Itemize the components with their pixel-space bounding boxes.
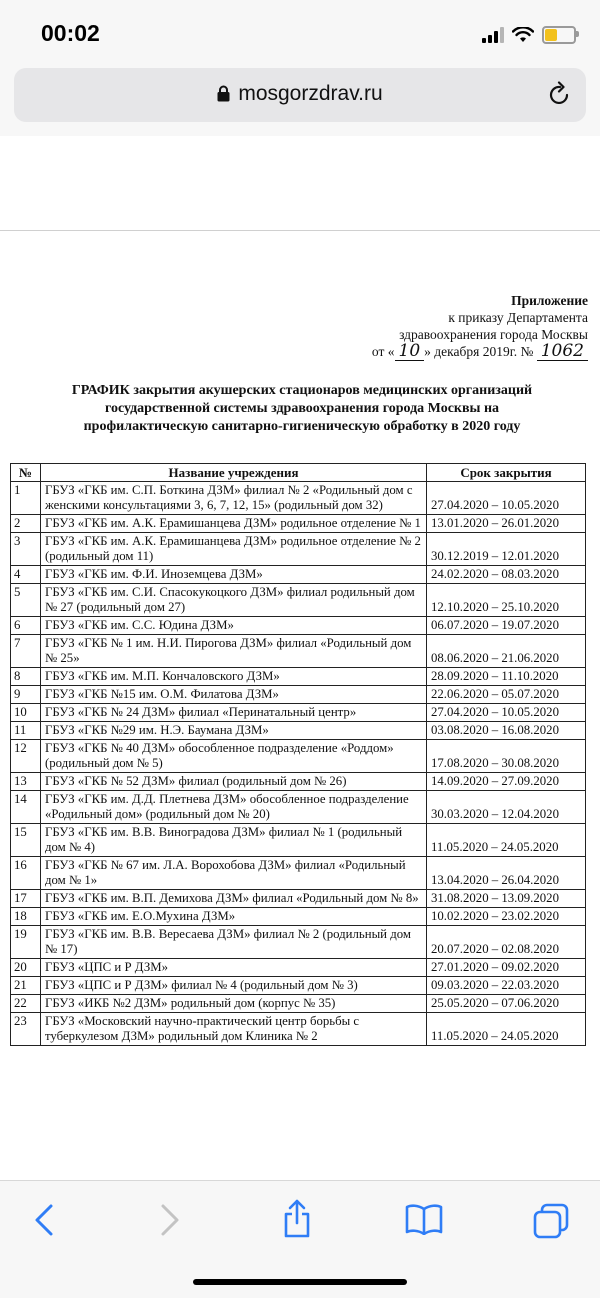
- appendix-block: [372, 292, 588, 361]
- table-row: [11, 635, 586, 668]
- row-name: ГБУЗ «ГКБ им. М.П. Кончаловского ДЗМ»: [41, 668, 427, 686]
- appendix-date: [372, 343, 588, 361]
- row-number: 14: [11, 791, 41, 824]
- table-row: [11, 926, 586, 959]
- table-row: [11, 686, 586, 704]
- date-day: 10: [395, 343, 425, 361]
- row-term: 31.08.2020 – 13.09.2020: [427, 890, 586, 908]
- row-term: 30.03.2020 – 12.04.2020: [427, 791, 586, 824]
- row-number: 8: [11, 668, 41, 686]
- row-term: 03.08.2020 – 16.08.2020: [427, 722, 586, 740]
- row-name: ГБУЗ «ГКБ им. Ф.И. Иноземцева ДЗМ»: [41, 566, 427, 584]
- table-row: [11, 824, 586, 857]
- back-icon[interactable]: [32, 1203, 56, 1237]
- row-name: ГБУЗ «ГКБ № 1 им. Н.И. Пирогова ДЗМ» филиал «Родильный дом № 25»: [41, 635, 427, 668]
- address-bar[interactable]: [14, 68, 586, 122]
- row-number: 7: [11, 635, 41, 668]
- row-number: 19: [11, 926, 41, 959]
- schedule-table: [10, 463, 586, 1046]
- reload-icon[interactable]: [548, 81, 572, 107]
- table-row: [11, 617, 586, 635]
- row-number: 10: [11, 704, 41, 722]
- table-row: [11, 533, 586, 566]
- table-row: [11, 773, 586, 791]
- row-name: ГБУЗ «ГКБ № 67 им. Л.А. Ворохобова ДЗМ» филиал «Родильный дом № 1»: [41, 857, 427, 890]
- row-number: 21: [11, 977, 41, 995]
- row-name: ГБУЗ «ИКБ №2 ДЗМ» родильный дом (корпус № 35): [41, 995, 427, 1013]
- forward-icon[interactable]: [158, 1203, 182, 1237]
- table-row: [11, 668, 586, 686]
- title-line: ГРАФИК закрытия акушерских стационаров медицинских организаций: [71, 383, 533, 398]
- row-name: ГБУЗ «ГКБ № 40 ДЗМ» обособленное подразделение «Роддом» (родильный дом № 5): [41, 740, 427, 773]
- url-text: mosgorzdrav.ru: [238, 82, 383, 105]
- lock-icon: [217, 85, 230, 102]
- row-term: 27.04.2020 – 10.05.2020: [427, 704, 586, 722]
- row-number: 22: [11, 995, 41, 1013]
- row-name: ГБУЗ «ГКБ №29 им. Н.Э. Баумана ДЗМ»: [41, 722, 427, 740]
- header-number: №: [11, 464, 41, 482]
- row-term: 22.06.2020 – 05.07.2020: [427, 686, 586, 704]
- row-name: ГБУЗ «ГКБ им. В.В. Виноградова ДЗМ» филиал № 1 (родильный дом № 4): [41, 824, 427, 857]
- row-term: 13.01.2020 – 26.01.2020: [427, 515, 586, 533]
- table-row: [11, 515, 586, 533]
- table-header-row: [11, 464, 586, 482]
- row-number: 3: [11, 533, 41, 566]
- row-number: 20: [11, 959, 41, 977]
- row-number: 16: [11, 857, 41, 890]
- table-row: [11, 1013, 586, 1046]
- title-line: государственной системы здравоохранения города Москвы на: [104, 401, 500, 416]
- row-number: 11: [11, 722, 41, 740]
- row-name: ГБУЗ «ГКБ № 24 ДЗМ» филиал «Перинатальный центр»: [41, 704, 427, 722]
- row-term: 27.01.2020 – 09.02.2020: [427, 959, 586, 977]
- row-term: 12.10.2020 – 25.10.2020: [427, 584, 586, 617]
- row-term: 13.04.2020 – 26.04.2020: [427, 857, 586, 890]
- table-row: [11, 740, 586, 773]
- row-term: 24.02.2020 – 08.03.2020: [427, 566, 586, 584]
- title-line: профилактическую санитарно-гигиеническую обработку в 2020 году: [83, 419, 521, 434]
- row-term: 20.07.2020 – 02.08.2020: [427, 926, 586, 959]
- row-term: 28.09.2020 – 11.10.2020: [427, 668, 586, 686]
- row-name: ГБУЗ «ГКБ № 52 ДЗМ» филиал (родильный дом № 26): [41, 773, 427, 791]
- row-name: ГБУЗ «Московский научно-практический центр борьбы с туберкулезом ДЗМ» родильный дом Клиника № 2: [41, 1013, 427, 1046]
- row-name: ГБУЗ «ГКБ им. Е.О.Мухина ДЗМ»: [41, 908, 427, 926]
- row-term: 14.09.2020 – 27.09.2020: [427, 773, 586, 791]
- table-row: [11, 977, 586, 995]
- page-top-blank: [0, 136, 600, 231]
- row-name: ГБУЗ «ГКБ им. А.К. Ерамишанцева ДЗМ» родильное отделение № 2 (родильный дом 11): [41, 533, 427, 566]
- share-icon[interactable]: [282, 1199, 312, 1239]
- row-number: 23: [11, 1013, 41, 1046]
- row-number: 4: [11, 566, 41, 584]
- table-row: [11, 890, 586, 908]
- appendix-title: Приложение: [511, 293, 588, 308]
- signal-icon: [482, 27, 504, 43]
- row-name: ГБУЗ «ГКБ им. С.П. Боткина ДЗМ» филиал № 2 «Родильный дом с женскими консультациями 3, 6, 7, 12, 15» (родильный дом 32): [41, 482, 427, 515]
- table-row: [11, 566, 586, 584]
- table-row: [11, 722, 586, 740]
- row-term: 27.04.2020 – 10.05.2020: [427, 482, 586, 515]
- bottom-toolbar: [0, 1180, 600, 1298]
- table-row: [11, 704, 586, 722]
- row-name: ГБУЗ «ГКБ им. С.И. Спасокукоцкого ДЗМ» филиал родильный дом № 27 (родильный дом 27): [41, 584, 427, 617]
- row-number: 18: [11, 908, 41, 926]
- row-number: 12: [11, 740, 41, 773]
- row-number: 2: [11, 515, 41, 533]
- row-name: ГБУЗ «ГКБ им. В.В. Вересаева ДЗМ» филиал № 2 (родильный дом № 17): [41, 926, 427, 959]
- home-indicator[interactable]: [193, 1279, 407, 1285]
- row-number: 6: [11, 617, 41, 635]
- row-term: 30.12.2019 – 12.01.2020: [427, 533, 586, 566]
- document-page: [0, 232, 600, 1180]
- row-number: 9: [11, 686, 41, 704]
- date-middle: » декабря 2019г. №: [424, 344, 534, 359]
- table-row: [11, 995, 586, 1013]
- row-name: ГБУЗ «ГКБ им. С.С. Юдина ДЗМ»: [41, 617, 427, 635]
- order-number: 1062: [537, 343, 588, 361]
- wifi-icon: [512, 27, 534, 43]
- row-term: 25.05.2020 – 07.06.2020: [427, 995, 586, 1013]
- status-bar: [0, 0, 600, 70]
- row-term: 10.02.2020 – 23.02.2020: [427, 908, 586, 926]
- date-prefix: от «: [371, 344, 395, 359]
- row-number: 13: [11, 773, 41, 791]
- row-term: 08.06.2020 – 21.06.2020: [427, 635, 586, 668]
- battery-icon: [542, 26, 576, 44]
- table-row: [11, 959, 586, 977]
- tabs-icon[interactable]: [533, 1203, 569, 1239]
- row-term: 11.05.2020 – 24.05.2020: [427, 824, 586, 857]
- table-row: [11, 584, 586, 617]
- row-name: ГБУЗ «ГКБ им. Д.Д. Плетнева ДЗМ» обособленное подразделение «Родильный дом» (родильный дом № 20): [41, 791, 427, 824]
- row-number: 17: [11, 890, 41, 908]
- table-row: [11, 791, 586, 824]
- row-name: ГБУЗ «ГКБ им. В.П. Демихова ДЗМ» филиал «Родильный дом № 8»: [41, 890, 427, 908]
- row-term: 11.05.2020 – 24.05.2020: [427, 1013, 586, 1046]
- row-number: 5: [11, 584, 41, 617]
- status-time: 00:02: [41, 20, 100, 46]
- row-number: 15: [11, 824, 41, 857]
- row-name: ГБУЗ «ЦПС и Р ДЗМ» филиал № 4 (родильный дом № 3): [41, 977, 427, 995]
- document-title: [20, 382, 584, 436]
- row-term: 17.08.2020 – 30.08.2020: [427, 740, 586, 773]
- row-name: ГБУЗ «ЦПС и Р ДЗМ»: [41, 959, 427, 977]
- row-term: 09.03.2020 – 22.03.2020: [427, 977, 586, 995]
- row-name: ГБУЗ «ГКБ им. А.К. Ерамишанцева ДЗМ» родильное отделение № 1: [41, 515, 427, 533]
- header-term: Срок закрытия: [427, 464, 586, 482]
- appendix-line: здравоохранения города Москвы: [399, 327, 588, 342]
- bookmarks-icon[interactable]: [405, 1203, 443, 1235]
- header-name: Название учреждения: [41, 464, 427, 482]
- table-row: [11, 908, 586, 926]
- row-number: 1: [11, 482, 41, 515]
- appendix-line: к приказу Департамента: [448, 310, 588, 325]
- row-name: ГБУЗ «ГКБ №15 им. О.М. Филатова ДЗМ»: [41, 686, 427, 704]
- status-icons: [482, 26, 576, 44]
- table-row: [11, 857, 586, 890]
- table-row: [11, 482, 586, 515]
- row-term: 06.07.2020 – 19.07.2020: [427, 617, 586, 635]
